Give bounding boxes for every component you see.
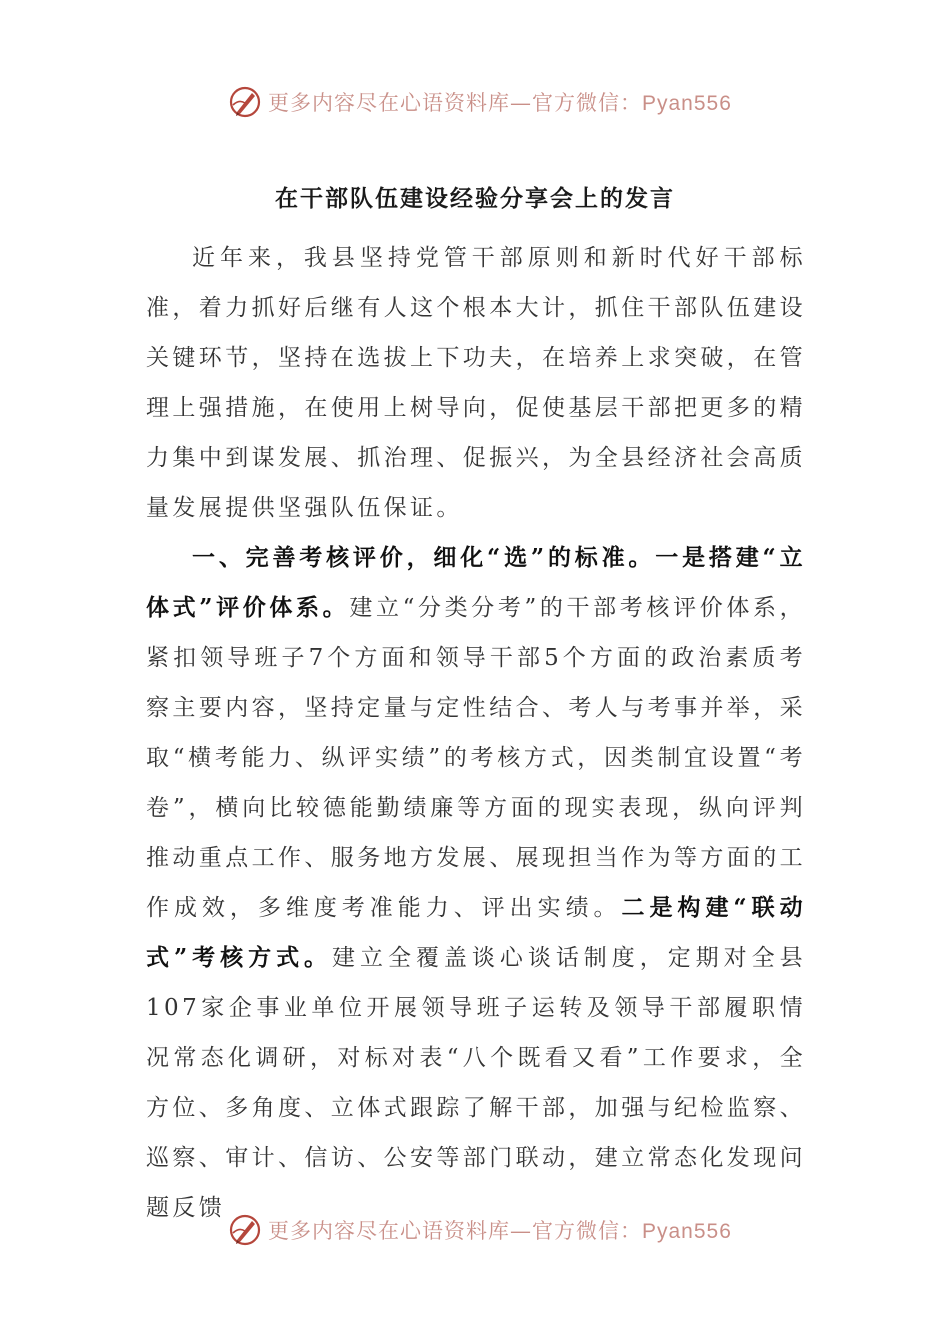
section-one-text-a: 建立“分类分考”的干部考核评价体系，紧扣领导班子7个方面和领导干部5个方面的政治素质考察主要内容，坚持定量与定性结合、考人与考事并举，采取“横考能力、纵评实绩”的考核方式，因类制宜设置“考卷”，横向比较德能勤绩廉等方面的现实表现，纵向评判推动重点工作、服务地方发展、展现担当作为等方面的工作成效，多维度考准能力、评出实绩。 — [146, 595, 807, 921]
footer-wechat-id: Pyan556 — [642, 1220, 732, 1243]
paragraph-section-one — [146, 533, 806, 1233]
pen-logo-icon — [228, 1213, 262, 1247]
footer-brand-text: 更多内容尽在心语资料库—官方微信：Pyan556 — [268, 1219, 732, 1243]
header-brand-text: 更多内容尽在心语资料库—官方微信：Pyan556 — [268, 91, 732, 115]
document-title: 在干部队伍建设经验分享会上的发言 — [275, 185, 675, 212]
pen-logo-icon — [228, 85, 262, 119]
section-heading: 一、完善考核评价，细化“选”的标准。 — [192, 544, 656, 571]
header-banner — [228, 82, 748, 122]
footer-banner — [228, 1210, 748, 1250]
document-body — [146, 233, 806, 1233]
paragraph-intro: 近年来，我县坚持党管干部原则和新时代好干部标准，着力抓好后继有人这个根本大计，抓住干部队伍建设关键环节，坚持在选拔上下功夫，在培养上求突破，在管理上强措施，在使用上树导向，促使基层干部把更多的精力集中到谋发展、抓治理、促振兴，为全县经济社会高质量发展提供坚强队伍保证。 — [146, 245, 806, 521]
subheading-two: 二是构建“联动式”考核方式。 — [146, 894, 806, 971]
subheading-one: 一是搭建“立体式”评价体系。 — [146, 544, 806, 621]
section-one-text-b: 建立全覆盖谈心谈话制度，定期对全县107家企事业单位开展领导班子运转及领导干部履职情况常态化调研，对标对表“八个既看又看”工作要求，全方位、多角度、立体式跟踪了解干部，加强与纪检监察、巡察、审计、信访、公安等部门联动，建立常态化发现问题反馈 — [146, 945, 806, 1221]
header-wechat-id: Pyan556 — [642, 92, 732, 115]
